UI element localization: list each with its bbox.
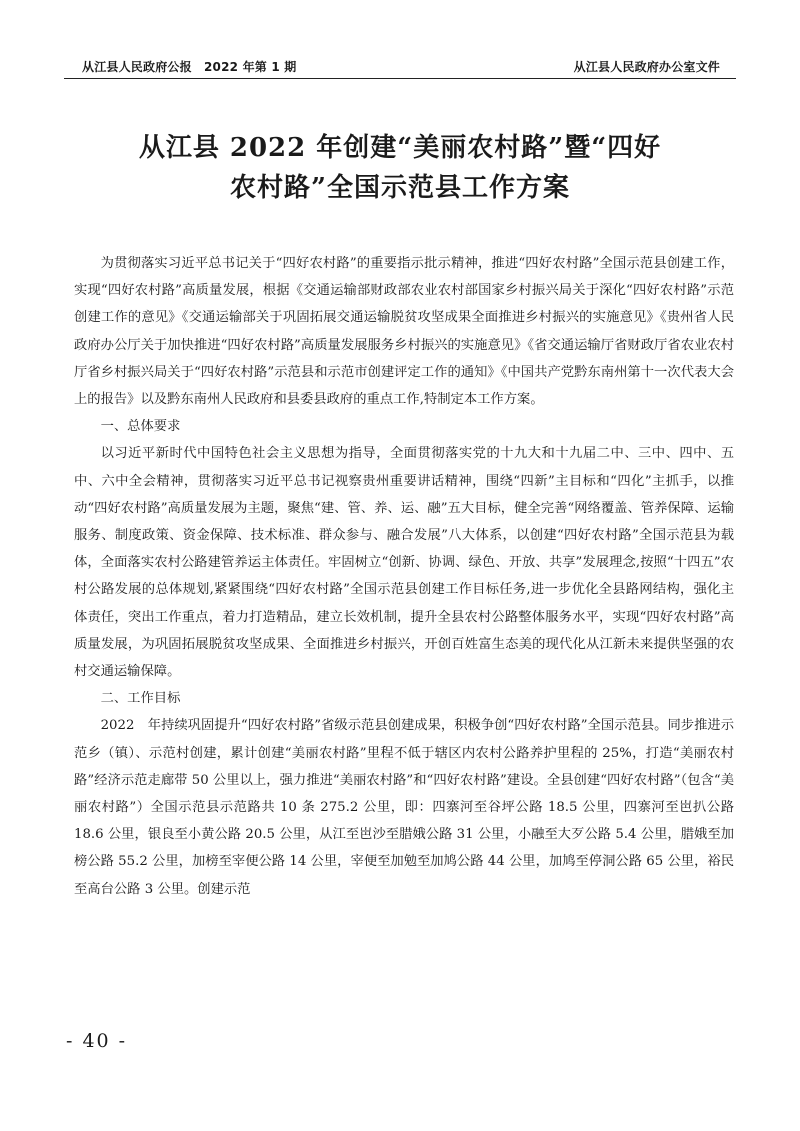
header-left: 从江县人民政府公报 2022 年第 1 期	[82, 60, 297, 74]
section-1-heading: 一、总体要求	[100, 419, 181, 435]
header-right: 从江县人民政府办公室文件	[573, 60, 720, 74]
section-2-paragraph: 2022 年持续巩固提升“四好农村路”省级示范县创建成果，积极争创“四好农村路”全国示范县。同步推进示范乡（镇）、示范村创建，累计创建“美丽农村路”里程不低于辖区内农村公路养护里程的 25%，打造“美丽农村路”经济示范走廊带 50 公里以上，强力推进“美丽农村路”和“四好农村路”建设。全县创建“四好农村路”（包含“美丽农村路”）全国示范县示范路共 10 条 275.2 公里，即：四寨河至谷坪公路 18.5 公里，四寨河至岜扒公路 18.6 公里，银良至小黄公路 20.5 公里，从江至岜沙至腊娥公路 31 公里，小融至大歹公路 5.4 公里，腊娥至加榜公路 55.2 公里，加榜至宰便公路 14 公里，宰便至加勉至加鸠公路 44 公里，加鸠至停洞公路 65 公里，裕民至高台公路 3 公里。创建示范	[74, 718, 734, 897]
document-title	[80, 128, 720, 208]
title-line-1: 从江县 2022 年创建“美丽农村路”暨“四好	[138, 133, 662, 163]
section-2-heading: 二、工作目标	[100, 691, 181, 707]
running-header	[82, 58, 720, 75]
header-divider	[64, 78, 736, 79]
intro-paragraph: 为贯彻落实习近平总书记关于“四好农村路”的重要指示批示精神，推进“四好农村路”全国示范县创建工作，实现“四好农村路”高质量发展，根据《交通运输部财政部农业农村部国家乡村振兴局关于深化“四好农村路”示范创建工作的意见》《交通运输部关于巩固拓展交通运输脱贫攻坚成果全面推进乡村振兴的实施意见》《贵州省人民政府办公厅关于加快推进“四好农村路”高质量发展服务乡村振兴的实施意见》《省交通运输厅省财政厅省农业农村厅省乡村振兴局关于“四好农村路”示范县和示范市创建评定工作的通知》《中国共产党黔东南州第十一次代表大会上的报告》以及黔东南州人民政府和县委县政府的重点工作,特制定本工作方案。	[74, 256, 734, 408]
document-body	[74, 250, 734, 903]
section-1-paragraph: 以习近平新时代中国特色社会主义思想为指导，全面贯彻落实党的十九大和十九届二中、三中、四中、五中、六中全会精神，贯彻落实习近平总书记视察贵州重要讲话精神，围绕“四新”主目标和“四化”主抓手，以推动“四好农村路”高质量发展为主题，聚焦“建、管、养、运、融”五大目标，健全完善“网络覆盖、管养保障、运输服务、制度政策、资金保障、技术标准、群众参与、融合发展”八大体系，以创建“四好农村路”全国示范县为载体，全面落实农村公路建管养运主体责任。牢固树立“创新、协调、绿色、开放、共享”发展理念,按照“十四五”农村公路发展的总体规划,紧紧围绕“四好农村路”全国示范县创建工作目标任务,进一步优化全县路网结构，强化主体责任，突出工作重点，着力打造精品，建立长效机制，提升全县农村公路整体服务水平，实现“四好农村路”高质量发展，为巩固拓展脱贫攻坚成果、全面推进乡村振兴，开创百姓富生态美的现代化从江新未来提供坚强的农村交通运输保障。	[74, 446, 734, 680]
page-number: - 40 -	[66, 1030, 128, 1052]
title-line-2: 农村路”全国示范县工作方案	[230, 173, 570, 203]
